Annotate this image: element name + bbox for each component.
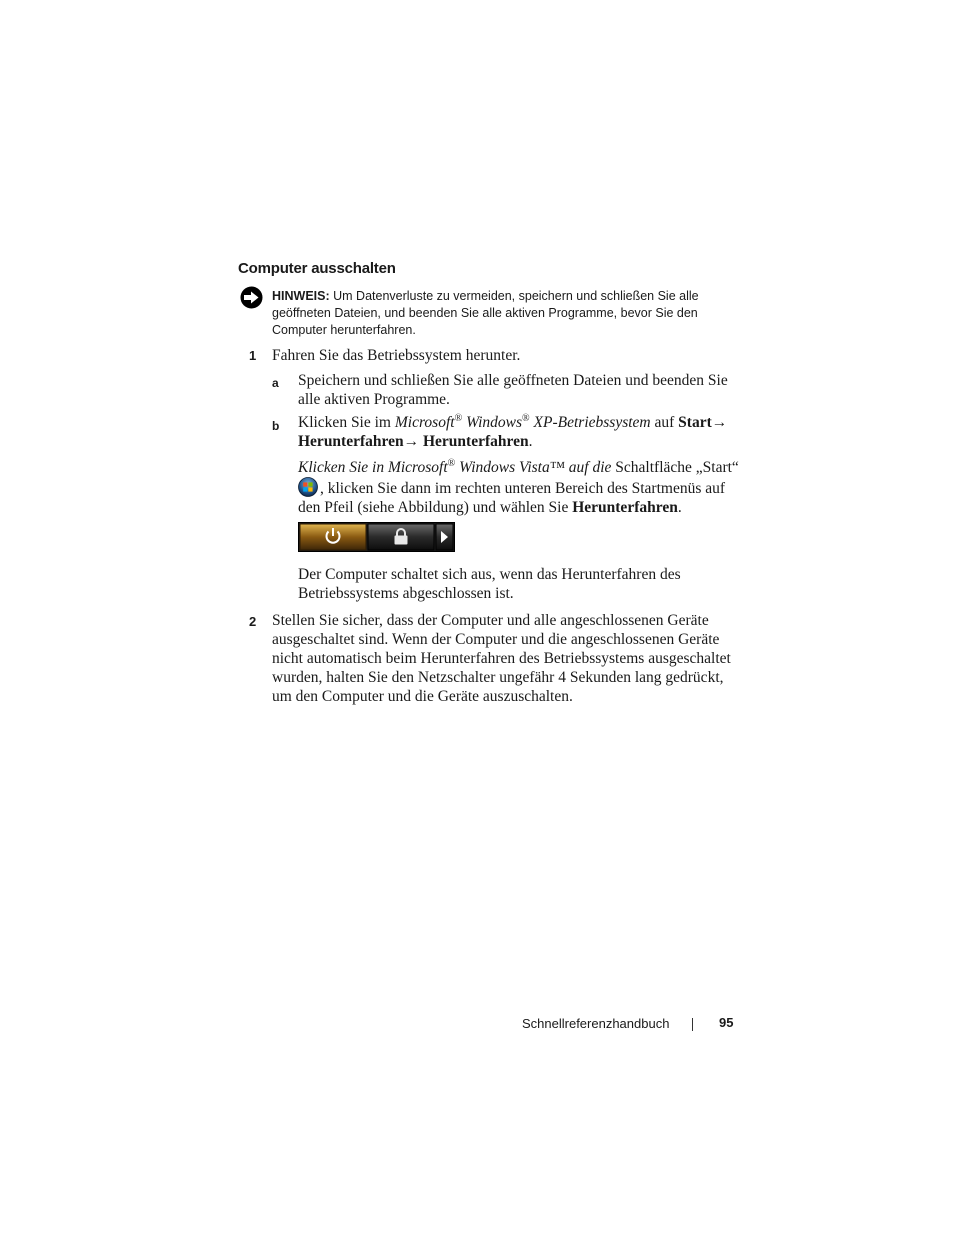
text-run: Windows <box>462 414 523 431</box>
menu-item-name: Herunterfahren <box>572 499 678 516</box>
menu-path-arrow: → <box>403 433 420 450</box>
menu-path-item: Herunterfahren <box>419 433 529 450</box>
registered-mark: ® <box>454 412 463 424</box>
text-run: , klicken Sie dann im rechten unteren Bereich des Startmenüs auf den Pfeil (siehe Abbildung) und wählen Sie <box>298 480 726 516</box>
menu-path-item: Start <box>678 414 712 431</box>
text-run: Klicken Sie im <box>298 414 395 431</box>
text-run: Windows Vista™ auf die <box>455 459 612 476</box>
step-number: 2 <box>249 614 257 629</box>
notice-arrow-icon <box>240 286 263 309</box>
power-button[interactable] <box>300 524 366 550</box>
shutdown-buttons-illustration <box>298 522 455 552</box>
notice-text: Um Datenverluste zu vermeiden, speichern und schließen Sie alle geöffneten Dateien, und beenden Sie alle aktiven Programme, bevor Sie den Computer herunterfahren. <box>272 289 699 337</box>
step-text: Stellen Sie sicher, dass der Computer und alle angeschlossenen Geräte ausgeschaltet sind. Wenn der Computer und die angeschlossenen Geräte nicht automatisch beim Herunterfahren des Betriebssystems ausgeschaltet wurden, halten Sie den Netzschalter ungefähr 4 Sekunden lang gedrückt, um den Computer und die Geräte auszuschalten. <box>272 612 731 705</box>
notice-box <box>272 288 742 339</box>
substep-xp-instructions <box>298 413 742 451</box>
step-number: 1 <box>249 348 257 363</box>
page-number: 95 <box>719 1015 734 1030</box>
step-text: Fahren Sie das Betriebssystem herunter. <box>272 347 521 364</box>
menu-path-arrow: → <box>711 414 728 431</box>
lock-button[interactable] <box>368 524 434 550</box>
footer-divider <box>692 1018 693 1031</box>
substep-letter: b <box>272 419 280 433</box>
registered-mark: ® <box>447 457 456 469</box>
substep-result-text: Der Computer schaltet sich aus, wenn das Herunterfahren des Betriebssystems abgeschlossen ist. <box>298 566 681 602</box>
text-run: Microsoft <box>394 414 455 431</box>
footer-title: Schnellreferenzhandbuch <box>522 1016 670 1031</box>
text-run: Schaltfläche „Start“ <box>611 459 739 476</box>
text-run: auf <box>650 414 679 431</box>
registered-mark: ® <box>522 412 530 424</box>
section-title: Computer ausschalten <box>238 260 396 277</box>
text-run: . <box>677 499 682 516</box>
text-run: Klicken Sie in Microsoft <box>298 459 448 476</box>
shutdown-menu-arrow-button[interactable] <box>436 524 453 550</box>
substep-vista-instructions <box>298 458 742 517</box>
substep-letter: a <box>272 376 279 390</box>
text-run: . <box>528 433 533 450</box>
menu-path-item: Herunterfahren <box>298 433 404 450</box>
substep-text: Speichern und schließen Sie alle geöffneten Dateien und beenden Sie alle aktiven Programme. <box>298 372 728 408</box>
text-run: XP-Betriebssystem <box>529 414 651 431</box>
notice-label: HINWEIS: <box>272 289 330 303</box>
windows-start-orb-icon <box>298 477 318 497</box>
